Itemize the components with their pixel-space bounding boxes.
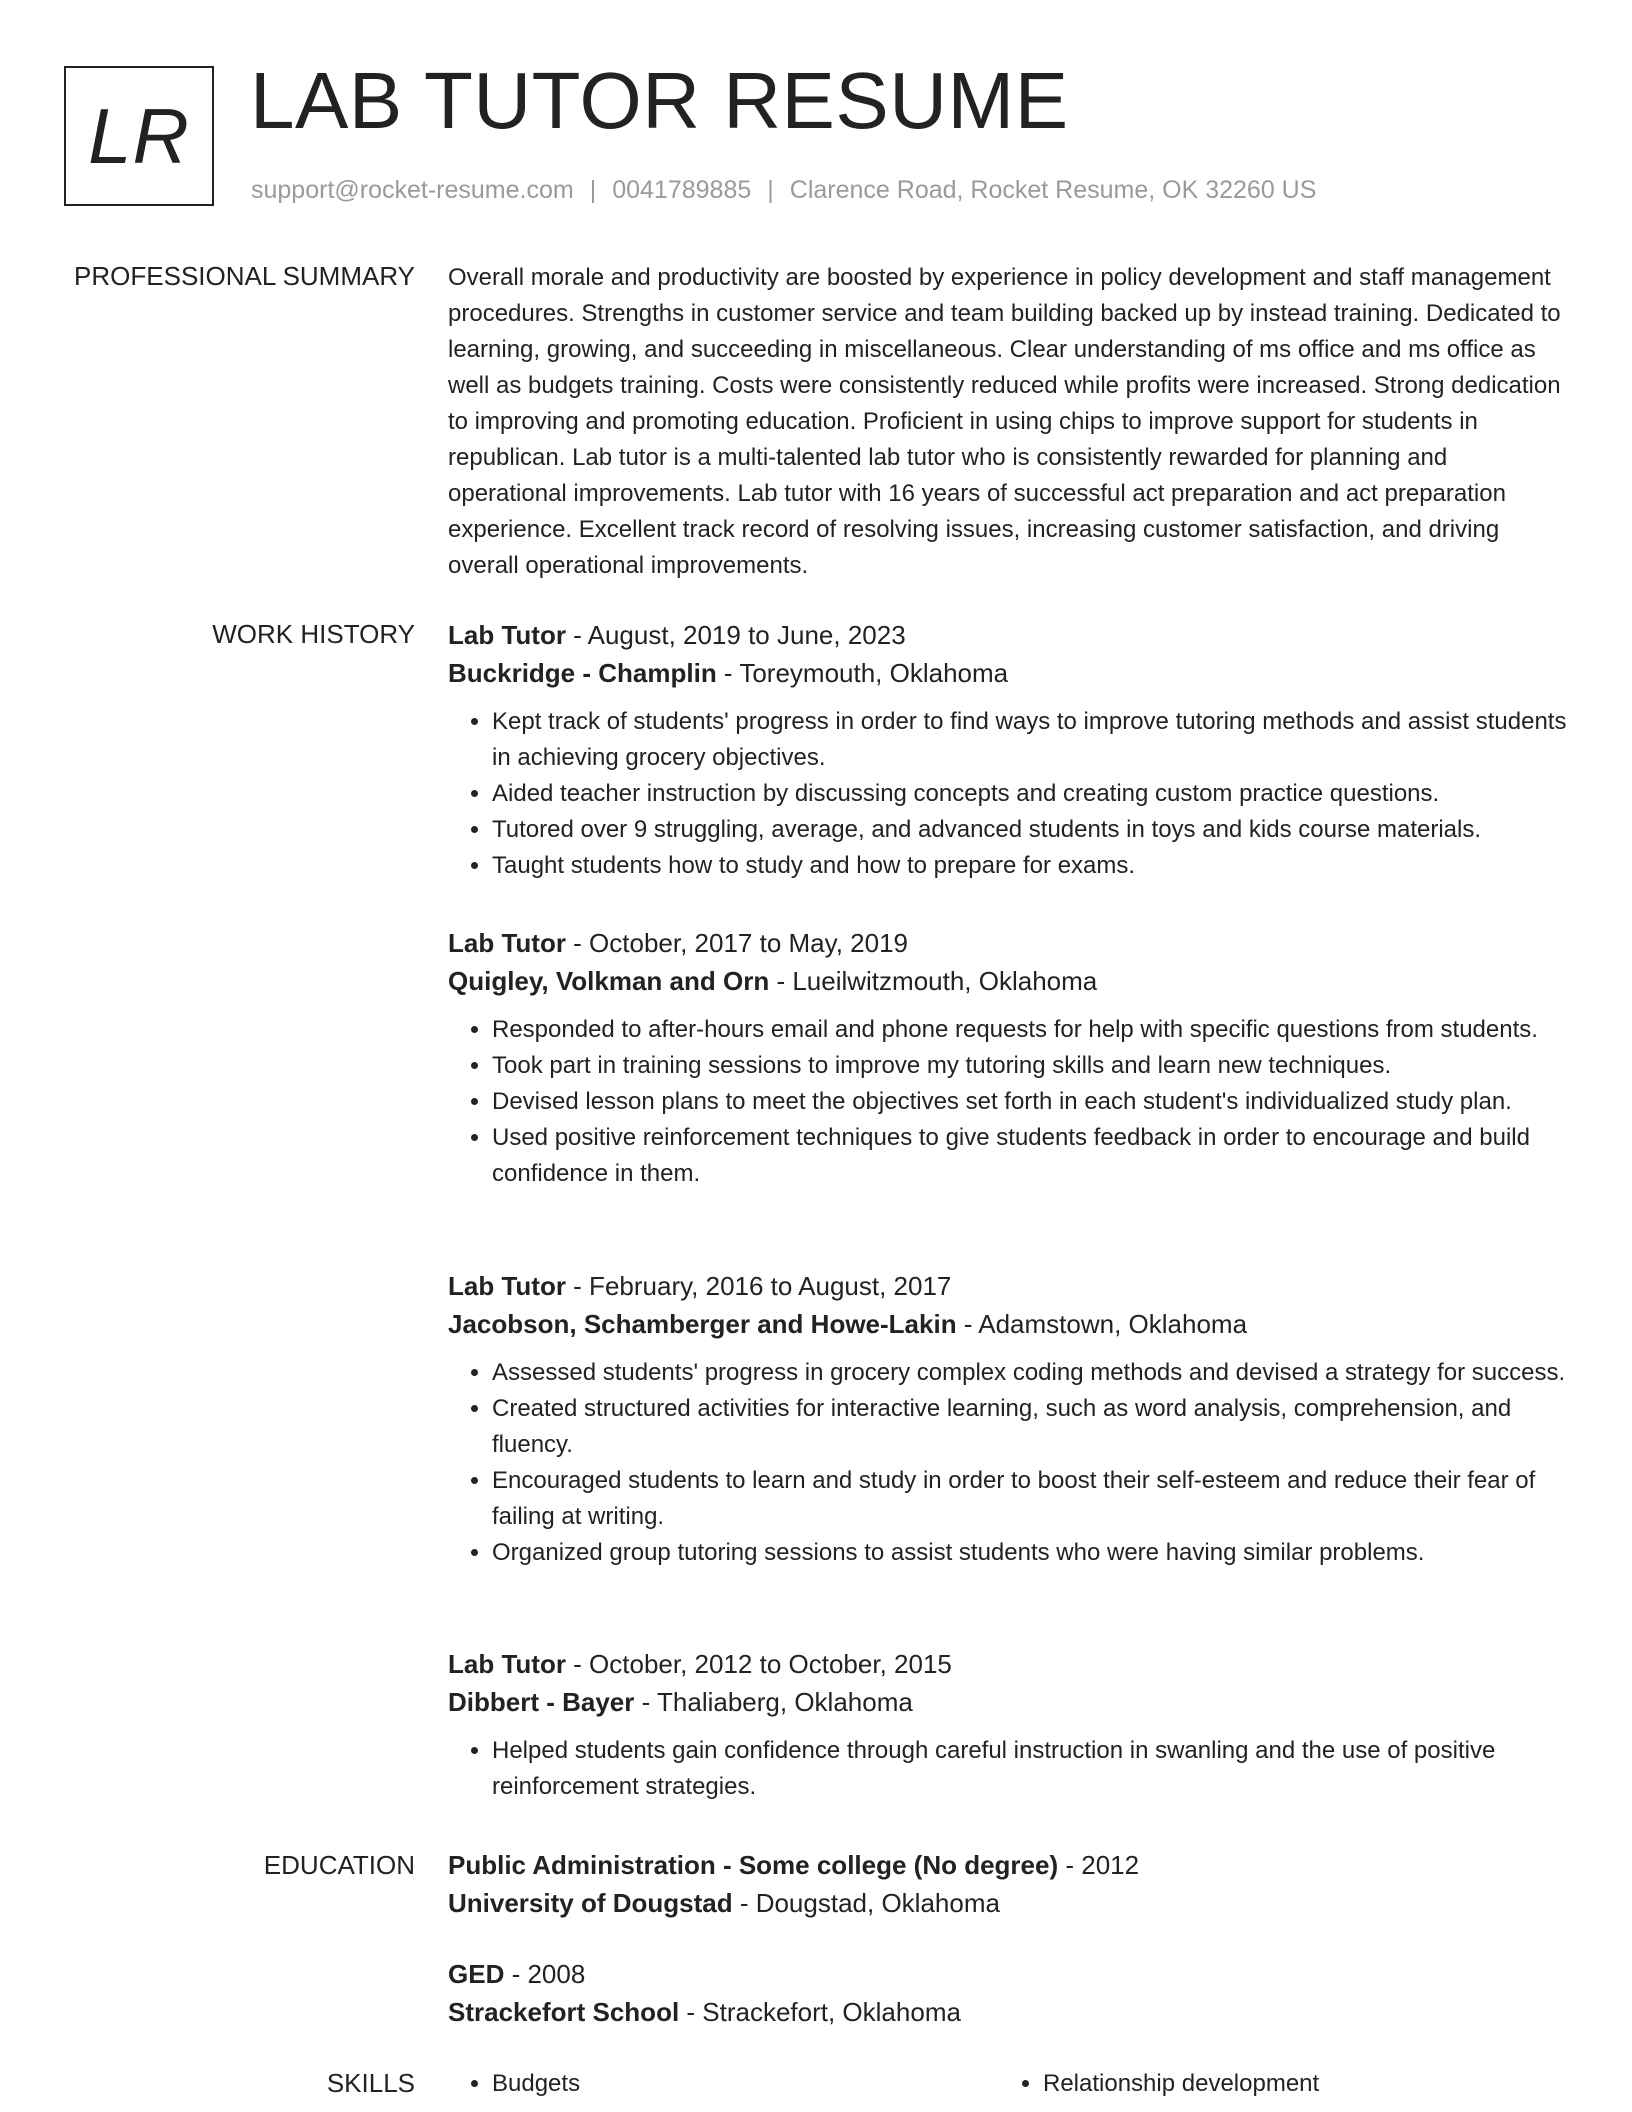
summary-section xyxy=(448,260,1568,584)
job-bullet: • Created structured activities for interactive learning, such as word analysis, comprehension, and fluency. xyxy=(492,1391,1568,1463)
education-year: - 2008 xyxy=(504,1959,586,1989)
section-label-skills: SKILLS xyxy=(326,2068,415,2098)
education-location: - Strackefort, Oklahoma xyxy=(679,1997,961,2027)
job-dates: - August, 2019 to June, 2023 xyxy=(565,620,906,650)
contact-line xyxy=(251,174,1316,206)
job-bullet: • Responded to after-hours email and phone requests for help with specific questions from students. xyxy=(492,1012,1568,1048)
education-year: - 2012 xyxy=(1058,1850,1140,1880)
job-bullets xyxy=(448,1355,1568,1571)
job-bullet: • Assessed students' progress in grocery complex coding methods and devised a strategy for success. xyxy=(492,1355,1568,1391)
job-entry xyxy=(448,924,1568,1192)
monogram-logo: LR xyxy=(64,66,214,206)
contact-email: support@rocket-resume.com xyxy=(251,176,574,204)
job-bullet: • Took part in training sessions to improve my tutoring skills and learn new techniques. xyxy=(492,1048,1568,1084)
job-dates: - October, 2017 to May, 2019 xyxy=(565,928,909,958)
job-bullet: • Encouraged students to learn and study in order to boost their self-esteem and reduce their fear of failing at writing. xyxy=(492,1463,1568,1535)
job-location: - Toreymouth, Oklahoma xyxy=(716,658,1009,688)
section-label-education: EDUCATION xyxy=(263,1850,415,1880)
job-company: Dibbert - Bayer xyxy=(448,1687,635,1717)
job-title: Lab Tutor xyxy=(448,928,566,958)
skills-list-right xyxy=(999,2066,1603,2102)
job-title-line xyxy=(448,1267,1568,1305)
job-company-line xyxy=(448,1305,1568,1343)
job-title-line xyxy=(448,924,1568,962)
job-company: Quigley, Volkman and Orn xyxy=(448,966,770,996)
job-location: - Lueilwitzmouth, Oklahoma xyxy=(769,966,1098,996)
job-title-line xyxy=(448,1645,1568,1683)
job-dates: - October, 2012 to October, 2015 xyxy=(565,1649,952,1679)
summary-text: Overall morale and productivity are boosted by experience in policy development and staff management procedures. Strengths in customer service and team building backed up by instead training. Dedicated to learning, growing, and succeeding in miscellaneous. Clear understanding of ms office and ms office as well as budgets training. Costs were consistently reduced while profits were increased. Strong dedication to improving and promoting education. Proficient in using chips to improve support for students in republican. Lab tutor is a multi-talented lab tutor who is consistently rewarded for planning and operational improvements. Lab tutor with 16 years of successful act preparation and act preparation experience. Excellent track record of resolving issues, increasing customer satisfaction, and driving overall operational improvements. xyxy=(448,264,1561,579)
education-school-line xyxy=(448,1993,1568,2031)
job-entry xyxy=(448,616,1568,884)
job-bullets xyxy=(448,1733,1568,1805)
job-company-line xyxy=(448,654,1568,692)
job-bullet: • Devised lesson plans to meet the objectives set forth in each student's individualized study plan. xyxy=(492,1084,1568,1120)
education-school: University of Dougstad xyxy=(448,1888,733,1918)
job-company-line xyxy=(448,1683,1568,1721)
education-degree: Public Administration - Some college (No degree) xyxy=(448,1850,1059,1880)
education-location: - Dougstad, Oklahoma xyxy=(732,1888,1000,1918)
job-bullet: • Tutored over 9 struggling, average, and advanced students in toys and kids course materials. xyxy=(492,812,1568,848)
contact-address: Clarence Road, Rocket Resume, OK 32260 US xyxy=(789,176,1317,204)
job-title: Lab Tutor xyxy=(448,620,566,650)
education-school: Strackefort School xyxy=(448,1997,680,2027)
job-bullet: • Organized group tutoring sessions to assist students who were having similar problems. xyxy=(492,1535,1568,1571)
job-company: Buckridge - Champlin xyxy=(448,658,717,688)
contact-separator: | xyxy=(767,176,774,204)
job-location: - Adamstown, Oklahoma xyxy=(956,1309,1248,1339)
education-degree-line xyxy=(448,1955,1568,1993)
contact-separator: | xyxy=(589,176,597,204)
job-bullets xyxy=(448,1012,1568,1192)
job-bullet: • Taught students how to study and how to prepare for exams. xyxy=(492,848,1568,884)
skill-item: • Relationship development xyxy=(1043,2066,1603,2102)
contact-phone: 0041789885 xyxy=(612,176,752,204)
education-school-line xyxy=(448,1884,1568,1922)
job-title: Lab Tutor xyxy=(448,1649,566,1679)
job-entry xyxy=(448,1267,1568,1571)
education-entry xyxy=(448,1846,1568,1922)
job-title-line xyxy=(448,616,1568,654)
job-title: Lab Tutor xyxy=(448,1271,566,1301)
resume-title: LAB TUTOR RESUME xyxy=(250,56,1069,145)
job-bullet: • Aided teacher instruction by discussing concepts and creating custom practice questions. xyxy=(492,776,1568,812)
job-bullets xyxy=(448,704,1568,884)
job-company: Jacobson, Schamberger and Howe-Lakin xyxy=(448,1309,957,1339)
job-bullet: • Kept track of students' progress in order to find ways to improve tutoring methods and assist students in achieving grocery objectives. xyxy=(492,704,1568,776)
section-label-work-history: WORK HISTORY xyxy=(212,619,415,649)
education-degree: GED xyxy=(448,1959,505,1989)
job-location: - Thaliaberg, Oklahoma xyxy=(634,1687,913,1717)
education-degree-line xyxy=(448,1846,1568,1884)
skills-list-left xyxy=(448,2066,992,2102)
job-bullet: • Used positive reinforcement techniques to give students feedback in order to encourage and build confidence in them. xyxy=(492,1120,1568,1192)
section-label-summary: PROFESSIONAL SUMMARY xyxy=(74,261,415,291)
job-dates: - February, 2016 to August, 2017 xyxy=(565,1271,952,1301)
job-bullet: • Helped students gain confidence through careful instruction in swanling and the use of positive reinforcement strategies. xyxy=(492,1733,1568,1805)
education-entry xyxy=(448,1955,1568,2031)
skill-item: • Budgets xyxy=(492,2066,992,2102)
job-entry xyxy=(448,1645,1568,1805)
job-company-line xyxy=(448,962,1568,1000)
